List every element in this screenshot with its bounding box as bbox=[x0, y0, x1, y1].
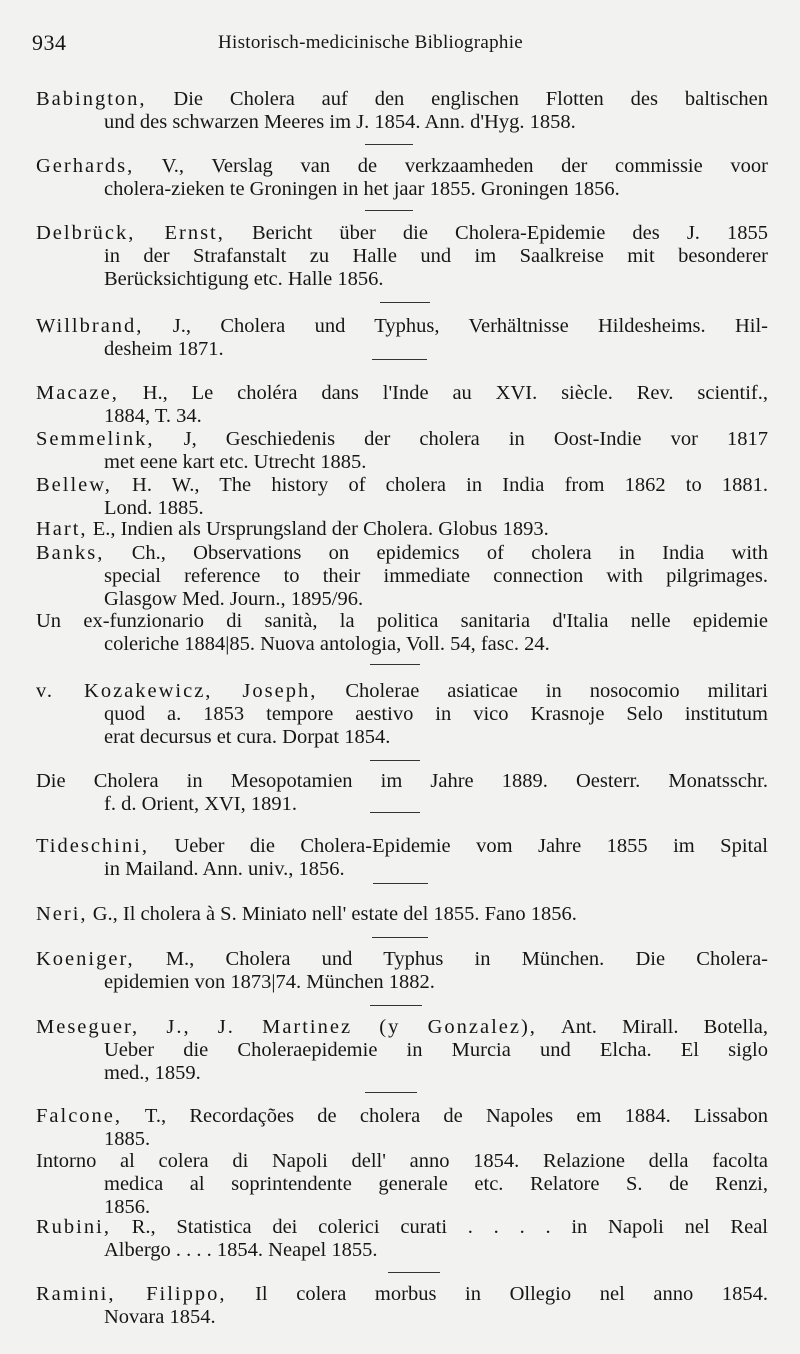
separator-rule bbox=[372, 359, 427, 360]
bibliography-entry bbox=[36, 542, 768, 611]
entry-author: Delbrück, Ernst, bbox=[36, 222, 225, 244]
separator-rule bbox=[372, 937, 428, 938]
entry-text: in der Strafanstalt zu Halle und im Saalkreise mit besonderer bbox=[104, 245, 768, 267]
entry-text: V., Verslag van de verkzaamheden der commissie voor bbox=[161, 155, 768, 177]
entry-line bbox=[36, 1062, 768, 1085]
entry-text: 1856. bbox=[104, 1196, 151, 1218]
entry-text: Albergo . . . . 1854. Neapel 1855. bbox=[104, 1239, 378, 1261]
bibliography-entry bbox=[36, 88, 768, 134]
entry-author: Willbrand, bbox=[36, 315, 144, 337]
entry-text: erat decursus et cura. Dorpat 1854. bbox=[104, 726, 391, 748]
entry-text: Il colera morbus in Ollegio nel anno 1854. bbox=[255, 1283, 768, 1305]
entry-author: Falcone, bbox=[36, 1105, 123, 1127]
separator-rule bbox=[365, 1092, 417, 1093]
entry-text: M., Cholera und Typhus in München. Die Cholera- bbox=[165, 948, 769, 970]
entry-text: Die Cholera in Mesopotamien im Jahre 1889. Oesterr. Monatsschr. bbox=[36, 770, 768, 792]
bibliography-entry bbox=[36, 1105, 768, 1151]
entry-line bbox=[36, 903, 768, 926]
bibliography-entry bbox=[36, 382, 768, 428]
entry-text: R., Statistica dei colerici curati . . . . in Napoli nel Real bbox=[131, 1216, 768, 1238]
entry-author: Meseguer, J., J. Martinez (y Gonzalez), bbox=[36, 1016, 537, 1038]
entry-text: Ueber die Choleraepidemie in Murcia und Elcha. El siglo bbox=[104, 1039, 768, 1061]
entry-text: J., Cholera und Typhus, Verhältnisse Hildesheims. Hil- bbox=[172, 315, 768, 337]
entry-line bbox=[36, 111, 768, 134]
entry-line bbox=[36, 565, 768, 588]
entry-text: Intorno al colera di Napoli dell' anno 1854. Relazione della facolta bbox=[36, 1150, 768, 1172]
bibliography-entry bbox=[36, 428, 768, 474]
entry-line bbox=[36, 835, 768, 858]
entry-line bbox=[36, 948, 768, 971]
entry-text: f. d. Orient, XVI, 1891. bbox=[104, 793, 298, 815]
bibliography-entry bbox=[36, 1216, 768, 1262]
separator-rule bbox=[380, 302, 430, 303]
entry-text: G., Il cholera à S. Miniato nell' estate del 1855. Fano 1856. bbox=[92, 903, 577, 925]
entry-line bbox=[36, 451, 768, 474]
separator-rule bbox=[370, 812, 420, 813]
entry-text: Cholerae asiaticae in nosocomio militari bbox=[345, 680, 768, 702]
entry-author: Semmelink, bbox=[36, 428, 155, 450]
entry-text: Lond. 1885. bbox=[104, 497, 204, 519]
page-header bbox=[32, 30, 768, 60]
entry-line bbox=[36, 155, 768, 178]
entry-text: epidemien von 1873|74. München 1882. bbox=[104, 971, 435, 993]
separator-rule bbox=[365, 210, 413, 211]
entry-author: Banks, bbox=[36, 542, 105, 564]
bibliography-entry bbox=[36, 474, 768, 520]
separator-rule bbox=[388, 1272, 440, 1273]
entry-line bbox=[36, 474, 768, 497]
entry-text: desheim 1871. bbox=[104, 338, 224, 360]
entry-line bbox=[36, 315, 768, 338]
entry-text: Ant. Mirall. Botella, bbox=[561, 1016, 768, 1038]
bibliography-entry bbox=[36, 1016, 768, 1085]
entry-author: Hart, bbox=[36, 518, 88, 540]
entry-line bbox=[36, 245, 768, 268]
running-title: Historisch-medicinische Bibliographie bbox=[218, 32, 524, 53]
bibliography-entry bbox=[36, 518, 768, 541]
entry-author: Gerhards, bbox=[36, 155, 135, 177]
entry-line bbox=[36, 382, 768, 405]
bibliography-entry bbox=[36, 1150, 768, 1219]
entry-line bbox=[36, 971, 768, 994]
separator-rule bbox=[370, 664, 420, 665]
entry-line bbox=[36, 610, 768, 633]
entry-line bbox=[36, 588, 768, 611]
entry-author: Ramini, Filippo, bbox=[36, 1283, 227, 1305]
bibliography-entry bbox=[36, 680, 768, 749]
entry-author: Babington, bbox=[36, 88, 147, 110]
entry-text: Ueber die Cholera-Epidemie vom Jahre 1855 im Spital bbox=[174, 835, 769, 857]
entry-line bbox=[36, 518, 768, 541]
entry-text: Berücksichtigung etc. Halle 1856. bbox=[104, 268, 384, 290]
entry-line bbox=[36, 1306, 768, 1329]
entry-text: J, Geschiedenis der cholera in Oost-Indie vor 1817 bbox=[183, 428, 769, 450]
entry-text: H. W., The history of cholera in India from 1862 to 1881. bbox=[132, 474, 768, 496]
bibliography-entry bbox=[36, 222, 768, 291]
entry-author: Koeniger, bbox=[36, 948, 135, 970]
entry-line bbox=[36, 1016, 768, 1039]
entry-line bbox=[36, 1039, 768, 1062]
entry-line bbox=[36, 1128, 768, 1151]
bibliography-entry bbox=[36, 610, 768, 656]
entry-line bbox=[36, 428, 768, 451]
entry-text: special reference to their immediate connection with pilgrimages. bbox=[104, 565, 768, 587]
entry-text: coleriche 1884|85. Nuova antologia, Voll. 54, fasc. 24. bbox=[104, 633, 550, 655]
entry-author: Tideschini, bbox=[36, 835, 149, 857]
separator-rule bbox=[365, 144, 413, 145]
entry-line bbox=[36, 1150, 768, 1173]
entry-line bbox=[36, 222, 768, 245]
entry-text: Novara 1854. bbox=[104, 1306, 216, 1328]
entry-line bbox=[36, 497, 768, 520]
entry-author: Bellew, bbox=[36, 474, 112, 496]
entry-text: quod a. 1853 tempore aestivo in vico Krasnoje Selo institutum bbox=[104, 703, 768, 725]
entry-line bbox=[36, 88, 768, 111]
entry-text: Die Cholera auf den englischen Flotten des baltischen bbox=[173, 88, 768, 110]
entry-text: Glasgow Med. Journ., 1895/96. bbox=[104, 588, 364, 610]
bibliography-entry bbox=[36, 155, 768, 201]
separator-rule bbox=[370, 760, 420, 761]
entry-text: met eene kart etc. Utrecht 1885. bbox=[104, 451, 367, 473]
entry-line bbox=[36, 1283, 768, 1306]
entry-text: medica al soprintendente generale etc. Relatore S. de Renzi, bbox=[104, 1173, 768, 1195]
bibliography-entry bbox=[36, 948, 768, 994]
entry-text: E., Indien als Ursprungsland der Cholera. Globus 1893. bbox=[92, 518, 549, 540]
entry-line bbox=[36, 338, 768, 361]
entry-line bbox=[36, 1105, 768, 1128]
entry-text: 1884, T. 34. bbox=[104, 405, 202, 427]
entry-author: Neri, bbox=[36, 903, 88, 925]
entry-line bbox=[36, 770, 768, 793]
entry-line bbox=[36, 1239, 768, 1262]
entry-text: 1885. bbox=[104, 1128, 151, 1150]
entry-line bbox=[36, 405, 768, 428]
entry-author: Macaze, bbox=[36, 382, 119, 404]
entry-text: Bericht über die Cholera-Epidemie des J. 1855 bbox=[251, 222, 769, 244]
separator-rule bbox=[370, 1005, 422, 1006]
entry-line bbox=[36, 542, 768, 565]
entry-line bbox=[36, 680, 768, 703]
entry-text: und des schwarzen Meeres im J. 1854. Ann. d'Hyg. 1858. bbox=[104, 111, 576, 133]
page-number: 934 bbox=[32, 30, 67, 55]
entry-line bbox=[36, 178, 768, 201]
bibliography-entry bbox=[36, 770, 768, 816]
entry-text: T., Recordações de cholera de Napoles em 1884. Lissabon bbox=[144, 1105, 768, 1127]
entry-line bbox=[36, 1216, 768, 1239]
entry-line bbox=[36, 1173, 768, 1196]
bibliography-entry bbox=[36, 835, 768, 881]
entry-line bbox=[36, 726, 768, 749]
entry-line bbox=[36, 633, 768, 656]
bibliography-entry bbox=[36, 903, 768, 926]
bibliography-entry bbox=[36, 1283, 768, 1329]
entry-text: Ch., Observations on epidemics of cholera in India with bbox=[131, 542, 768, 564]
entry-line bbox=[36, 703, 768, 726]
entry-text: in Mailand. Ann. univ., 1856. bbox=[104, 858, 345, 880]
entry-text: cholera-zieken te Groningen in het jaar 1855. Groningen 1856. bbox=[104, 178, 620, 200]
entry-line bbox=[36, 858, 768, 881]
entry-text: H., Le choléra dans l'Inde au XVI. siècle. Rev. scientif., bbox=[142, 382, 769, 404]
entry-line bbox=[36, 268, 768, 291]
entry-author: v. Kozakewicz, Joseph, bbox=[36, 680, 318, 702]
entry-author: Rubini, bbox=[36, 1216, 111, 1238]
entry-text: Un ex-funzionario di sanità, la politica sanitaria d'Italia nelle epidemie bbox=[36, 610, 768, 632]
entry-text: med., 1859. bbox=[104, 1062, 201, 1084]
bibliography-entry bbox=[36, 315, 768, 361]
separator-rule bbox=[373, 883, 428, 884]
